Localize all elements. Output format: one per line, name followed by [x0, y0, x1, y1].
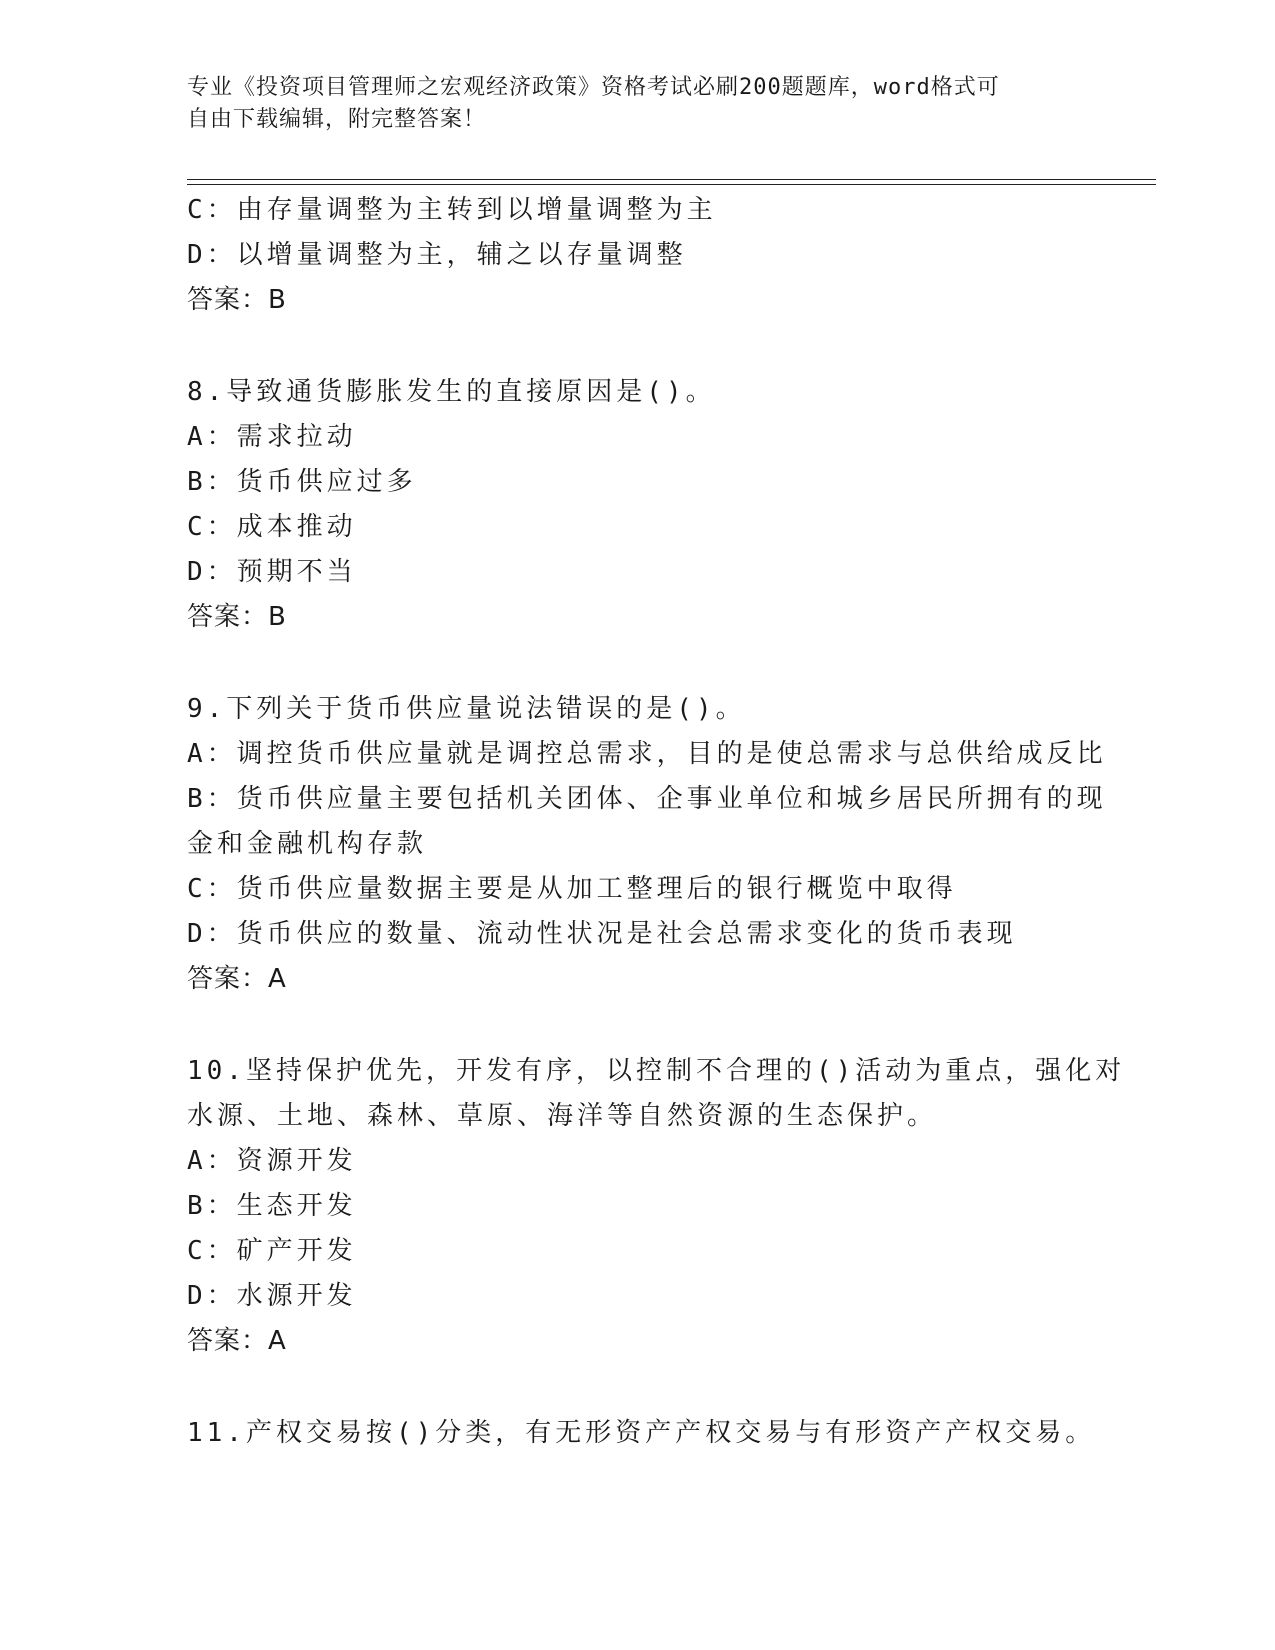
question-8 [187, 370, 1087, 640]
spacer [187, 640, 1087, 687]
option-a: A：资源开发 [187, 1146, 357, 1176]
header-title-line-1: 专业《投资项目管理师之宏观经济政策》资格考试必刷200题题库，word格式可 [187, 75, 1000, 100]
option-a: A：调控货币供应量就是调控总需求，目的是使总需求与总供给成反比 [187, 739, 1107, 769]
answer: 答案：B [187, 285, 287, 315]
option-c: C：矿产开发 [187, 1236, 357, 1266]
option-a: A：需求拉动 [187, 422, 357, 452]
option-b-line-2: 金和金融机构存款 [187, 829, 428, 859]
spacer [187, 1364, 1087, 1411]
answer: 答案：B [187, 602, 287, 632]
header-divider-bottom [187, 184, 1156, 185]
spacer [187, 323, 1087, 370]
option-c: C：成本推动 [187, 512, 357, 542]
question-11 [187, 1411, 1096, 1456]
page-header [187, 72, 1087, 136]
question-stem-line-1: 10.坚持保护优先，开发有序，以控制不合理的()活动为重点，强化对 [187, 1056, 1126, 1086]
question-9 [187, 687, 1107, 1002]
question-stem: 8.导致通货膨胀发生的直接原因是()。 [187, 377, 716, 407]
question-stem: 9.下列关于货币供应量说法错误的是()。 [187, 694, 746, 724]
header-divider-top [187, 179, 1156, 180]
option-b: B：生态开发 [187, 1191, 357, 1221]
header-title-line-2: 自由下载编辑，附完整答案！ [187, 107, 487, 132]
question-stem-line-2: 水源、土地、森林、草原、海洋等自然资源的生态保护。 [187, 1101, 938, 1131]
spacer [187, 1002, 1087, 1049]
option-c: C：由存量调整为主转到以增量调整为主 [187, 195, 717, 225]
option-d: D：货币供应的数量、流动性状况是社会总需求变化的货币表现 [187, 919, 1017, 949]
option-c: C：货币供应量数据主要是从加工整理后的银行概览中取得 [187, 874, 957, 904]
question-7-tail [187, 188, 1087, 323]
option-d: D：水源开发 [187, 1281, 357, 1311]
answer: 答案：A [187, 964, 287, 994]
option-b-line-1: B：货币供应量主要包括机关团体、企事业单位和城乡居民所拥有的现 [187, 784, 1107, 814]
question-10 [187, 1049, 1126, 1364]
answer: 答案：A [187, 1326, 287, 1356]
option-d: D：以增量调整为主，辅之以存量调整 [187, 240, 687, 270]
question-list [187, 188, 1126, 1456]
question-stem: 11.产权交易按()分类，有无形资产产权交易与有形资产产权交易。 [187, 1418, 1096, 1448]
option-d: D：预期不当 [187, 557, 357, 587]
option-b: B：货币供应过多 [187, 467, 417, 497]
